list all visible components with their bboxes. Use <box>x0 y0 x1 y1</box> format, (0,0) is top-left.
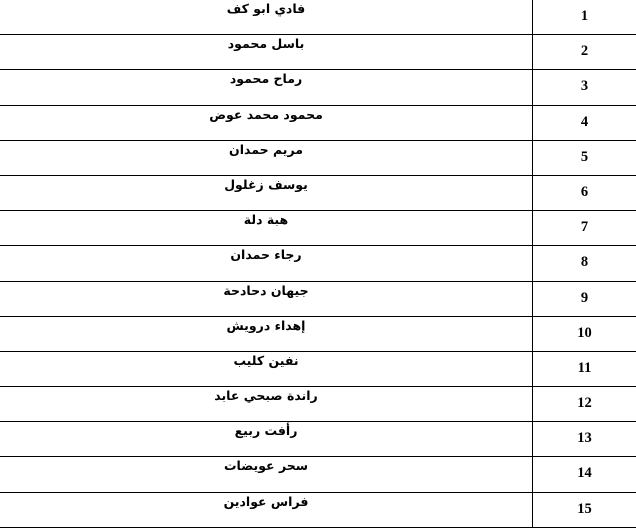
name-cell <box>0 140 533 175</box>
table-row <box>0 211 636 246</box>
number-cell <box>533 70 636 105</box>
row-number: 6 <box>580 183 589 200</box>
name-text: رجاء حمدان <box>230 247 302 263</box>
number-cell <box>533 105 636 140</box>
name-cell <box>0 281 533 316</box>
table-row <box>0 246 636 281</box>
name-cell <box>0 175 533 210</box>
row-number: 7 <box>580 219 589 236</box>
number-cell <box>533 35 636 70</box>
name-text: باسل محمود <box>227 36 305 52</box>
name-cell <box>0 35 533 70</box>
name-cell <box>0 70 533 105</box>
table-row <box>0 0 636 35</box>
row-number: 5 <box>580 148 589 165</box>
row-number: 2 <box>580 43 589 60</box>
row-number: 15 <box>577 500 592 517</box>
number-cell <box>533 175 636 210</box>
number-cell <box>533 387 636 422</box>
name-text: رماح محمود <box>229 71 303 87</box>
number-cell <box>533 281 636 316</box>
number-cell <box>533 351 636 386</box>
number-cell <box>533 316 636 351</box>
name-text: محمود محمد عوض <box>209 106 323 122</box>
table-row <box>0 351 636 386</box>
name-cell <box>0 316 533 351</box>
table-row <box>0 175 636 210</box>
table-row <box>0 492 636 527</box>
name-cell <box>0 105 533 140</box>
name-text: هبة دلة <box>243 212 289 228</box>
row-number: 8 <box>580 254 589 271</box>
number-cell <box>533 457 636 492</box>
name-text: جيهان دحادحة <box>223 282 309 298</box>
number-cell <box>533 211 636 246</box>
name-text: سحر عويضات <box>223 458 309 474</box>
table-row <box>0 316 636 351</box>
row-number: 1 <box>580 8 589 24</box>
name-cell <box>0 211 533 246</box>
table-row <box>0 422 636 457</box>
table-row <box>0 387 636 422</box>
row-number: 10 <box>577 324 592 341</box>
name-cell <box>0 457 533 492</box>
row-number: 3 <box>580 78 589 95</box>
table-row <box>0 105 636 140</box>
name-text: رأفت ربيع <box>234 423 298 439</box>
name-text: يوسف زغلول <box>224 176 308 192</box>
name-cell <box>0 0 533 35</box>
number-cell <box>533 492 636 527</box>
row-number: 13 <box>577 430 592 447</box>
row-number: 4 <box>580 113 589 130</box>
row-number: 14 <box>577 465 592 482</box>
table-row <box>0 35 636 70</box>
number-cell <box>533 422 636 457</box>
name-text: إهداء درويش <box>226 317 306 333</box>
table-row <box>0 70 636 105</box>
row-number: 12 <box>577 395 592 412</box>
name-text: راندة صبحي عابد <box>214 388 318 404</box>
number-cell <box>533 140 636 175</box>
name-text: فراس عوادين <box>223 493 309 509</box>
name-text: فادي ابو كف <box>226 1 306 16</box>
name-text: مريم حمدان <box>229 141 303 157</box>
row-number: 11 <box>577 359 592 376</box>
table-row <box>0 281 636 316</box>
name-cell <box>0 387 533 422</box>
number-cell <box>533 0 636 35</box>
row-number: 9 <box>580 289 589 306</box>
name-cell <box>0 351 533 386</box>
name-cell <box>0 422 533 457</box>
name-cell <box>0 246 533 281</box>
name-text: نفين كليب <box>233 352 299 368</box>
number-cell <box>533 246 636 281</box>
table-row <box>0 457 636 492</box>
table-row <box>0 140 636 175</box>
name-cell <box>0 492 533 527</box>
